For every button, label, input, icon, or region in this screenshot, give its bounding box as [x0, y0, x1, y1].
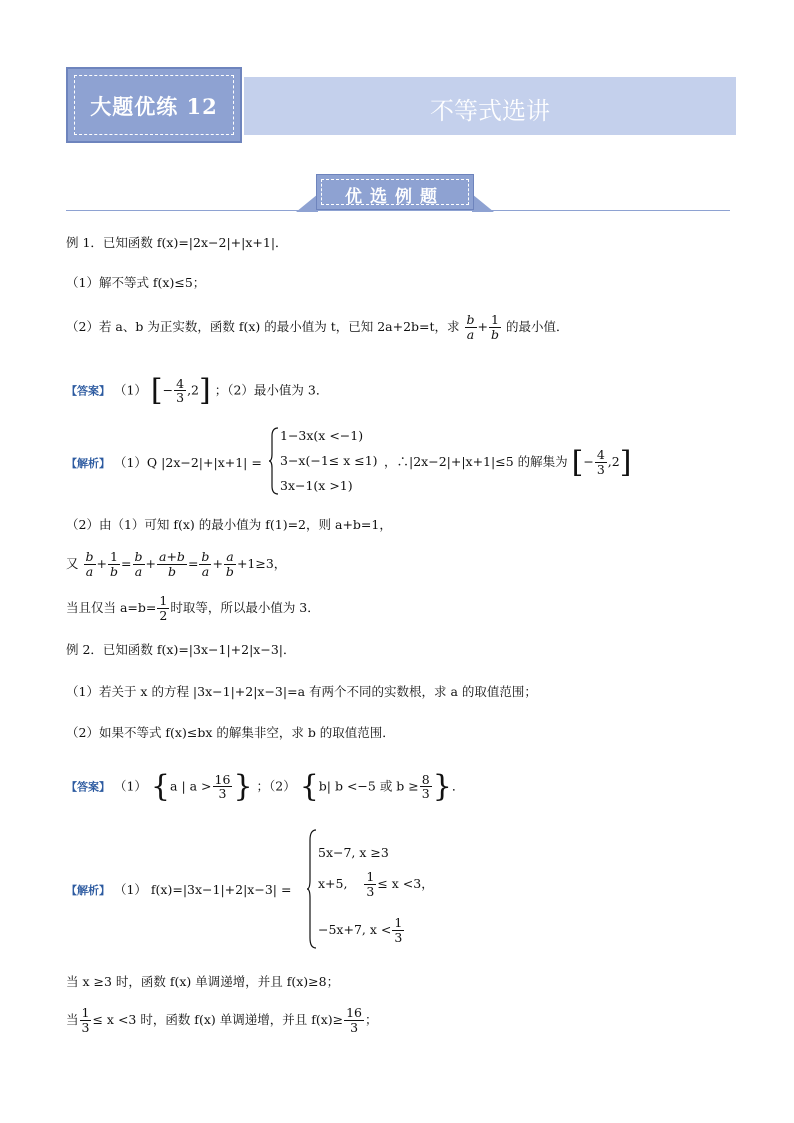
case3-expr: −5x+7, x < [318, 921, 392, 937]
numerator: b [134, 549, 143, 564]
header-banner [66, 67, 736, 143]
denominator: b [491, 326, 500, 342]
sol-3-tail: +1≥3， [236, 555, 287, 571]
brace-icon [268, 426, 280, 496]
line-b-mid: ≤ x <3 时，函数 f(x) 单调递增，并且 f(x)≥ [92, 1011, 344, 1027]
ex1-solution-start [66, 453, 262, 471]
numerator: b [466, 312, 475, 327]
fraction-1-over-2 [157, 594, 169, 623]
line-b-end: ； [365, 1011, 378, 1027]
minus-sign: − [162, 382, 174, 398]
ex1-case2: 3−x(−1≤ x ≤1) [280, 453, 378, 468]
ex2-case2 [318, 870, 434, 899]
numerator: 1 [108, 550, 120, 565]
chapter-badge [66, 67, 242, 143]
fraction-1-over-b [489, 313, 501, 342]
fraction-1-over-3 [392, 916, 404, 945]
ex2-solution-start [66, 880, 291, 898]
ex1-q2-tail: 的最小值． [506, 318, 569, 334]
fraction-apb-over-b [157, 550, 187, 579]
case2-expr: x+5, [318, 875, 348, 891]
numerator: 1 [81, 1005, 90, 1020]
answer-label: 【答案】 [66, 384, 110, 398]
numerator: a+b [159, 549, 185, 564]
answer-part2-label: ；（2） [256, 778, 296, 794]
bracket-open: [ [150, 373, 163, 408]
ex1-sol-4 [66, 594, 320, 623]
line-b-start: 当 [66, 1011, 79, 1027]
numerator: 1 [366, 869, 375, 884]
numerator: 16 [346, 1005, 362, 1020]
answer-part1-label: （1） [113, 382, 147, 398]
solution-label: 【解析】 [66, 884, 110, 897]
answer-part2: ；（2）最小值为 3． [214, 382, 329, 398]
ex2-q1: （1）若关于 x 的方程 |3x−1|+2|x−3|=a 有两个不同的实数根，求 a 的取值范围； [66, 684, 537, 699]
denominator: b [110, 563, 119, 579]
sol-4-tail: 时取等，所以最小值为 3． [170, 599, 320, 615]
section-tab [296, 172, 494, 212]
denominator: b [167, 563, 176, 579]
fraction-b-over-a [133, 550, 145, 579]
chapter-badge-text: 大题优练 12 [90, 94, 218, 119]
interval-upper: ,2 [607, 454, 620, 469]
brace-close: } [432, 769, 452, 804]
denominator: a [201, 563, 210, 579]
brace-open: { [150, 769, 171, 804]
denominator: a [134, 563, 143, 579]
equals-sign: = [121, 555, 132, 571]
numerator: 16 [214, 771, 231, 787]
ex1-q1: （1）解不等式 f(x)≤5； [66, 275, 206, 290]
ex2-line-a: 当 x ≥3 时，函数 f(x) 单调递增，并且 f(x)≥8； [66, 974, 340, 989]
ex1-case1: 1−3x(x <−1) [280, 428, 364, 443]
numerator: 8 [421, 771, 430, 787]
fraction-1-over-b [108, 550, 120, 579]
page-title: 不等式选讲 [430, 97, 550, 125]
denominator: 3 [176, 390, 185, 406]
answer-end: ． [451, 778, 465, 794]
solution-expr: （1） f(x)=|3x−1|+2|x−3| = [113, 882, 292, 897]
denominator: 3 [350, 1019, 359, 1035]
numerator: 4 [596, 447, 605, 463]
denominator: 2 [159, 607, 168, 623]
denominator: 3 [394, 929, 403, 945]
fraction-1-over-3 [80, 1006, 92, 1035]
comma: ， [421, 875, 434, 891]
fraction-1-over-3 [364, 870, 376, 899]
fraction-b-over-a [465, 313, 477, 342]
fraction-b-over-a [199, 550, 211, 579]
denominator: 3 [596, 462, 605, 477]
section-title: 优选例题 [345, 187, 445, 207]
fraction-16-over-3 [344, 1006, 364, 1035]
brace-open: { [299, 769, 319, 804]
fraction-b-over-a [84, 550, 96, 579]
ex2-answer [66, 768, 464, 806]
denominator: a [85, 563, 94, 579]
numerator: 4 [176, 375, 185, 391]
ex2-stem: 例 2．已知函数 f(x)=|3x−1|+2|x−3|． [66, 642, 296, 657]
denominator: b [225, 563, 234, 579]
numerator: b [201, 549, 210, 564]
denominator: 3 [218, 786, 227, 802]
bracket-close: ] [199, 373, 211, 408]
interval-upper: ,2 [187, 382, 200, 398]
answer-part1-label: （1） [113, 778, 147, 794]
bracket-close: ] [619, 445, 632, 480]
denominator: 3 [366, 883, 375, 899]
plus-sign: + [96, 555, 107, 571]
ex2-case1: 5x−7, x ≥3 [318, 845, 389, 860]
sol-4-text: 当且仅当 a=b= [66, 599, 157, 615]
ex1-q2 [66, 313, 569, 342]
you-text: 又 [66, 555, 79, 571]
denominator: a [466, 326, 475, 342]
set2-text: b| b <−5 或 b ≥ [318, 778, 419, 794]
ex1-case3: 3x−1(x >1) [280, 478, 353, 493]
numerator: 1 [159, 593, 168, 608]
ex1-sol-3 [66, 550, 286, 579]
ex1-q2-text: （2）若 a、b 为正实数，函数 f(x) 的最小值为 t，已知 2a+2b=t，求 [66, 318, 460, 334]
denominator: 3 [81, 1019, 90, 1035]
numerator: a [224, 550, 236, 565]
minus-sign: − [583, 454, 594, 469]
ex1-stem: 例 1．已知函数 f(x)=|2x−2|+|x+1|． [66, 235, 288, 250]
bracket-open: [ [571, 445, 584, 480]
brace-icon [306, 828, 318, 950]
answer-label: 【答案】 [66, 780, 110, 794]
numerator: 1 [489, 313, 501, 328]
equals-sign: = [187, 555, 199, 571]
solution-expr: （1）Q |2x−2|+|x+1| = [113, 455, 262, 470]
ex2-case3 [318, 916, 405, 945]
tab-wing-left [296, 194, 318, 212]
ex1-solution-result [384, 445, 631, 480]
title-bar [244, 77, 736, 135]
brace-close: } [233, 769, 253, 804]
ex1-sol-2: （2）由（1）可知 f(x) 的最小值为 f(1)=2，则 a+b=1， [66, 517, 392, 532]
case2-range: ≤ x <3 [377, 875, 422, 891]
section-box [316, 174, 474, 210]
denominator: 3 [421, 786, 430, 802]
tab-wing-right [472, 194, 494, 212]
ex2-line-b [66, 1006, 378, 1035]
numerator: 1 [394, 915, 403, 930]
solution-result-text: ，∴|2x−2|+|x+1|≤5 的解集为 [384, 454, 568, 469]
plus-sign: + [212, 555, 223, 571]
ex1-answer [66, 372, 328, 410]
fraction-4-over-3 [595, 448, 607, 477]
numerator: b [85, 549, 94, 564]
plus-sign: + [145, 555, 156, 571]
plus-sign: + [477, 318, 489, 334]
ex2-q2: （2）如果不等式 f(x)≤bx 的解集非空，求 b 的取值范围． [66, 725, 395, 740]
solution-label: 【解析】 [66, 457, 110, 470]
fraction-16-over-3 [213, 773, 233, 802]
fraction-a-over-b [224, 550, 236, 579]
fraction-8-over-3 [420, 773, 432, 802]
fraction-4-over-3 [174, 377, 186, 406]
set1-text: a | a > [170, 778, 212, 794]
